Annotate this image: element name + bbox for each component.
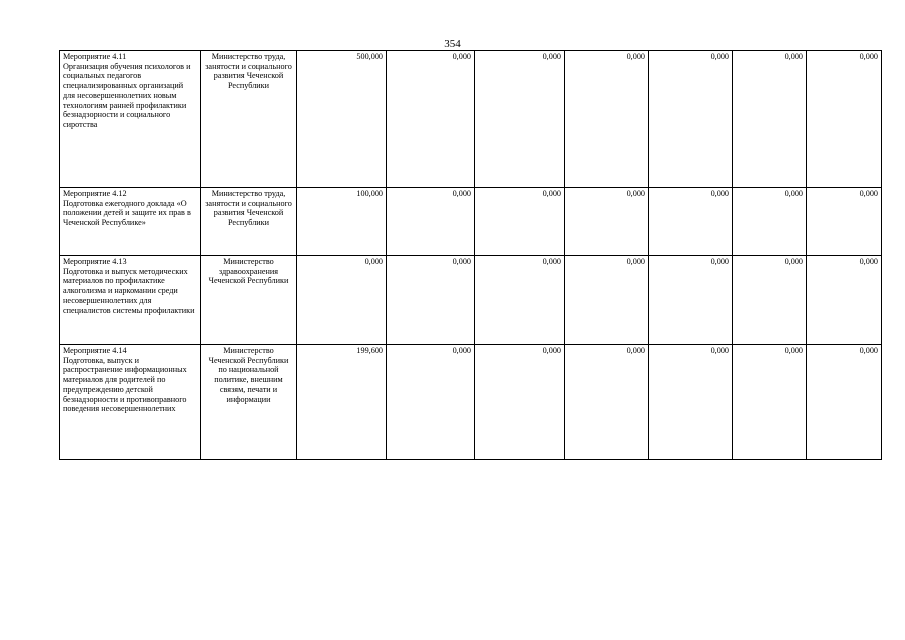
- value-cell: 199,600: [297, 345, 387, 460]
- table-row: [60, 345, 882, 460]
- value-cell: 0,000: [565, 188, 649, 256]
- measure-title: Мероприятие 4.11: [63, 52, 127, 61]
- value-cell: 0,000: [807, 188, 882, 256]
- value-cell: 0,000: [387, 188, 475, 256]
- value-cell: 0,000: [475, 345, 565, 460]
- value-cell: 0,000: [733, 345, 807, 460]
- value-cell: 0,000: [387, 345, 475, 460]
- value-cell: 0,000: [387, 51, 475, 188]
- table-row: [60, 256, 882, 345]
- value-cell: 0,000: [807, 51, 882, 188]
- measures-table: [59, 50, 882, 460]
- measure-description-cell: [60, 256, 201, 345]
- measure-title: Мероприятие 4.12: [63, 189, 127, 198]
- value-cell: 0,000: [733, 256, 807, 345]
- measure-description: Подготовка ежегодного доклада «О положении детей и защите их прав в Чеченской Республике»: [63, 198, 191, 228]
- value-cell: 500,000: [297, 51, 387, 188]
- executor-cell: Министерство Чеченской Республики по национальной политике, внешним связям, печати и информации: [201, 345, 297, 460]
- table-row: [60, 188, 882, 256]
- value-cell: 0,000: [649, 51, 733, 188]
- measure-description: Подготовка, выпуск и распространение информационных материалов для родителей по предупреждению детской безнадзорности и противоправного поведения несовершеннолетних: [63, 355, 187, 414]
- value-cell: 0,000: [565, 256, 649, 345]
- value-cell: 0,000: [565, 345, 649, 460]
- value-cell: 0,000: [807, 345, 882, 460]
- value-cell: 0,000: [475, 256, 565, 345]
- value-cell: 0,000: [733, 51, 807, 188]
- table-row: [60, 51, 882, 188]
- measure-description-cell: [60, 51, 201, 188]
- value-cell: 0,000: [649, 188, 733, 256]
- executor-cell: Министерство труда, занятости и социального развития Чеченской Республики: [201, 51, 297, 188]
- value-cell: 100,000: [297, 188, 387, 256]
- value-cell: 0,000: [475, 51, 565, 188]
- value-cell: 0,000: [475, 188, 565, 256]
- value-cell: 0,000: [565, 51, 649, 188]
- value-cell: 0,000: [387, 256, 475, 345]
- measure-description: Подготовка и выпуск методических материалов по профилактике алкоголизма и наркомании среди несовершеннолетних для специалистов системы профилактики: [63, 266, 195, 315]
- page-number: 354: [444, 38, 461, 50]
- measure-title: Мероприятие 4.14: [63, 346, 127, 355]
- measure-description-cell: [60, 188, 201, 256]
- measure-description: Организация обучения психологов и социальных педагогов специализированных организаций для несовершеннолетних новым технологиям ранней профилактики безнадзорности и социального сиротства: [63, 61, 191, 129]
- value-cell: 0,000: [297, 256, 387, 345]
- measure-description-cell: [60, 345, 201, 460]
- value-cell: 0,000: [733, 188, 807, 256]
- value-cell: 0,000: [649, 345, 733, 460]
- executor-cell: Министерство здравоохранения Чеченской Республики: [201, 256, 297, 345]
- value-cell: 0,000: [807, 256, 882, 345]
- executor-cell: Министерство труда, занятости и социального развития Чеченской Республики: [201, 188, 297, 256]
- value-cell: 0,000: [649, 256, 733, 345]
- measure-title: Мероприятие 4.13: [63, 257, 127, 266]
